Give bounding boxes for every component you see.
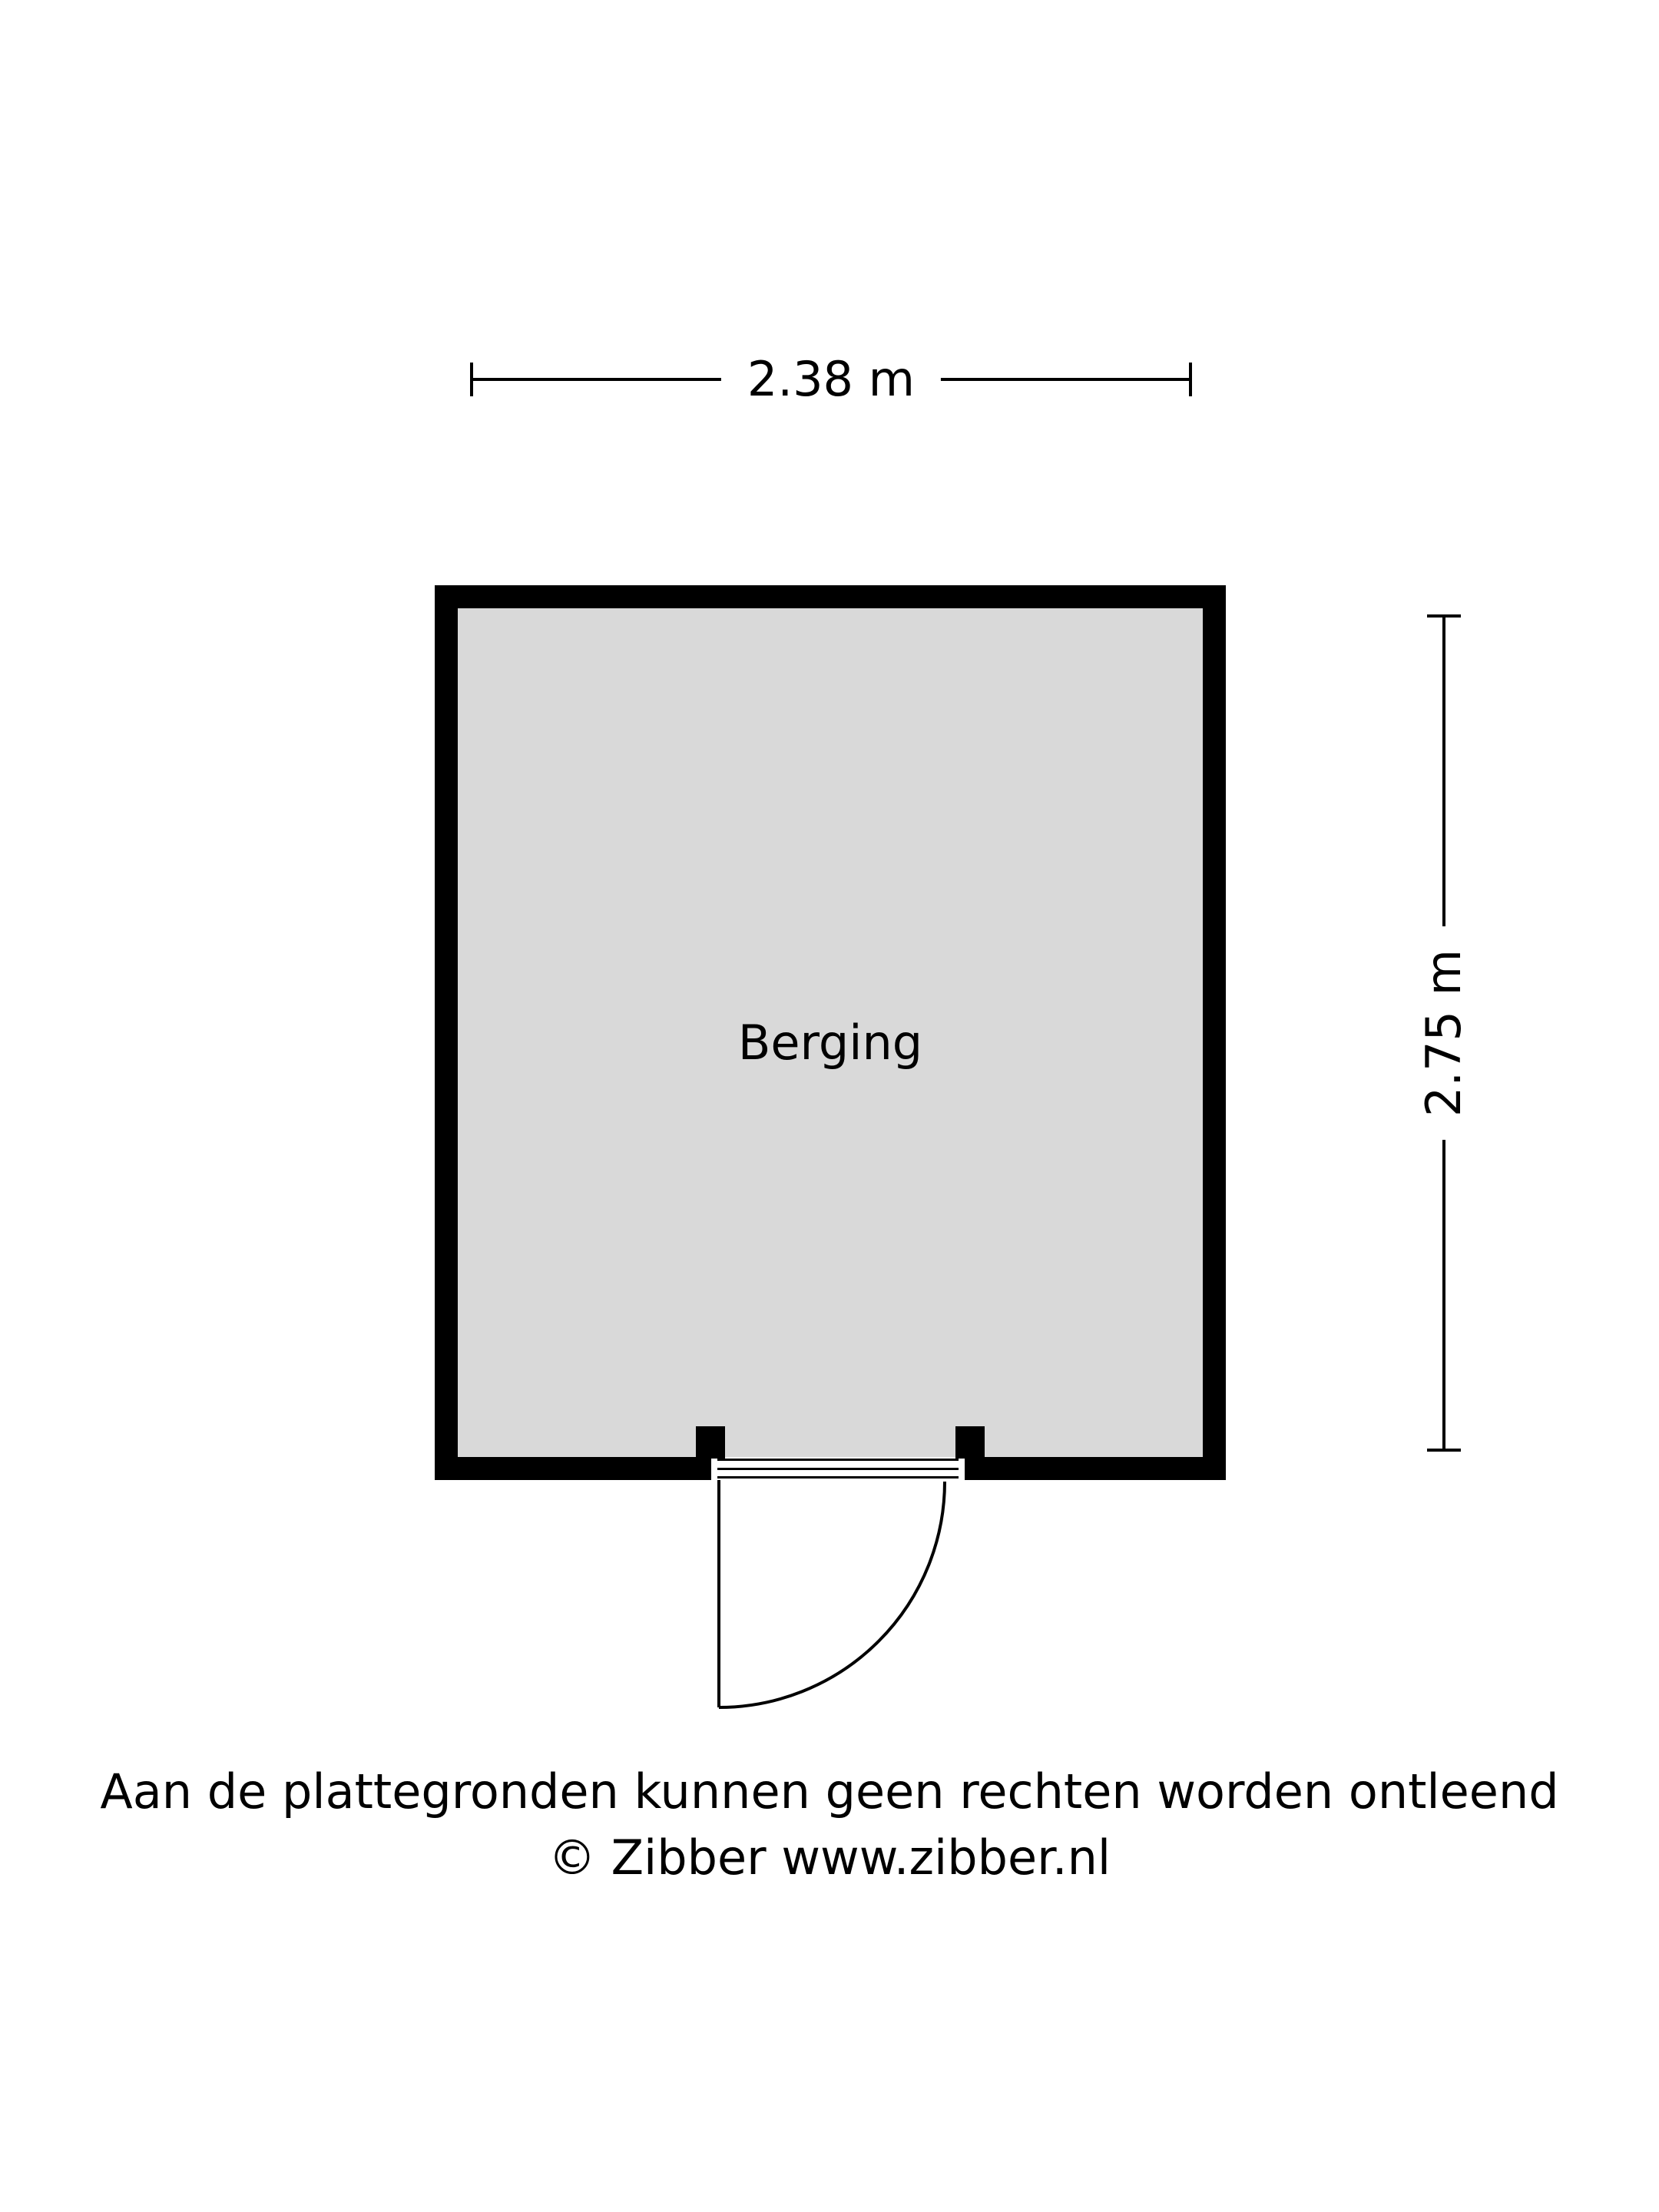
door-panel — [717, 1459, 959, 1479]
floorplan-drawing — [435, 585, 1226, 1480]
footer-copyright: © Zibber www.zibber.nl — [548, 1830, 1111, 1886]
footer — [0, 1759, 1659, 1891]
door-jamb-left — [696, 1426, 725, 1459]
door-swing-arc-icon — [716, 1479, 946, 1709]
footer-disclaimer: Aan de plattegronden kunnen geen rechten worden ontleend — [100, 1763, 1559, 1820]
dimension-height-bottom-tick — [1427, 1449, 1461, 1452]
dimension-width-label: 2.38 m — [721, 338, 941, 421]
room-floor — [458, 608, 1203, 1457]
dimension-width-right-tick — [1189, 363, 1192, 396]
dimension-width — [470, 338, 1192, 430]
dimension-height — [1390, 614, 1498, 1452]
room-label: Berging — [737, 1015, 923, 1071]
door-jamb-right — [955, 1426, 985, 1459]
dimension-height-label: 2.75 m — [1402, 926, 1485, 1140]
room-walls — [435, 585, 1226, 1480]
